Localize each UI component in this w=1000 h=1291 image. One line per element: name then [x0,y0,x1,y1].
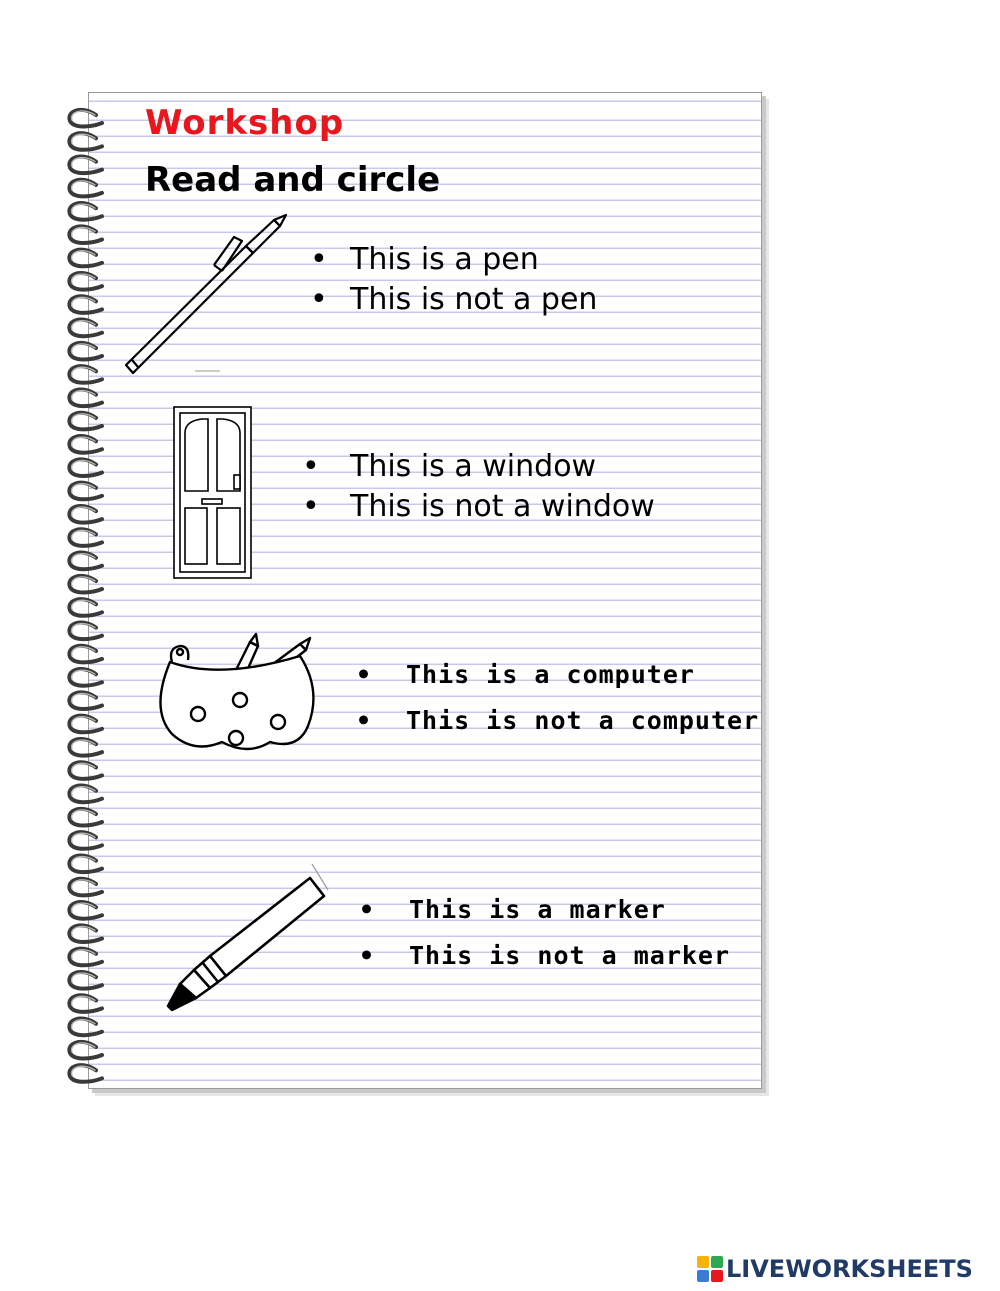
spiral-coil [69,483,102,500]
spiral-coil [69,459,102,476]
door-icon [172,405,254,580]
pen-icon [118,205,298,385]
liveworksheets-brand [697,1252,973,1286]
answer-options-pencil-case [356,652,759,744]
answer-options-door [302,447,655,527]
pencil-case-icon [150,630,320,760]
spiral-coil [69,343,102,360]
spiral-coil [69,413,102,430]
answer-text: This is not a marker [409,941,731,970]
spiral-coil [69,1042,102,1059]
answer-option[interactable] [310,280,597,320]
spiral-coil [69,622,102,639]
answer-text: This is not a window [350,489,655,524]
answer-text: This is a marker [409,895,666,924]
answer-option[interactable] [310,240,597,280]
spiral-coil [69,949,102,966]
spiral-coil [69,296,102,313]
bullet-dot: • [302,449,320,484]
spiral-coil [69,250,102,267]
spiral-coil [69,226,102,243]
spiral-coil [69,739,102,756]
answer-option[interactable] [359,933,730,979]
spiral-coil [69,902,102,919]
spiral-coil [69,273,102,290]
spiral-coil [69,832,102,849]
answer-text: This is not a pen [350,282,598,317]
spiral-coil [69,972,102,989]
answer-text: This is a pen [350,242,539,277]
spiral-coil [69,529,102,546]
spiral-coil [69,855,102,872]
spiral-coil [69,366,102,383]
answer-option[interactable] [356,652,759,698]
spiral-coil [69,506,102,523]
spiral-coil [69,692,102,709]
worksheet-instruction: Read and circle [145,160,441,200]
answer-options-marker [359,887,730,979]
bullet-dot: • [359,895,376,924]
bullet-dot: • [356,706,373,735]
spiral-coil [69,156,102,173]
spiral-coil [69,553,102,570]
spiral-coil [69,762,102,779]
spiral-coil [69,203,102,220]
bullet-dot: • [310,242,328,277]
answer-option[interactable] [356,698,759,744]
spiral-coil [69,716,102,733]
brand-name: LIVEWORKSHEETS [726,1255,973,1283]
spiral-coil [69,576,102,593]
answer-text: This is a computer [406,660,695,689]
answer-text: This is a window [350,449,597,484]
spiral-coil [69,809,102,826]
answer-option[interactable] [302,447,655,487]
spiral-coil [69,646,102,663]
bullet-dot: • [302,489,320,524]
spiral-coil [69,599,102,616]
answer-option[interactable] [359,887,730,933]
bullet-dot: • [310,282,328,317]
marker-icon [160,860,340,1020]
spiral-coil [69,925,102,942]
spiral-coil [69,436,102,453]
bullet-dot: • [359,941,376,970]
answer-option[interactable] [302,487,655,527]
answer-options-pen [310,240,597,320]
spiral-coil [69,1065,102,1082]
spiral-coil [69,389,102,406]
spiral-coil [69,786,102,803]
spiral-binding-icon [62,105,112,1085]
spiral-coil [69,1019,102,1036]
spiral-coil [69,879,102,896]
spiral-coil [69,180,102,197]
bullet-dot: • [356,660,373,689]
worksheet-title: Workshop [145,103,345,143]
spiral-coil [69,320,102,337]
answer-text: This is not a computer [406,706,760,735]
spiral-coil [69,133,102,150]
spiral-coil [69,995,102,1012]
liveworksheets-logo-icon [697,1256,723,1282]
spiral-coil [69,669,102,686]
spiral-coil [69,110,102,127]
